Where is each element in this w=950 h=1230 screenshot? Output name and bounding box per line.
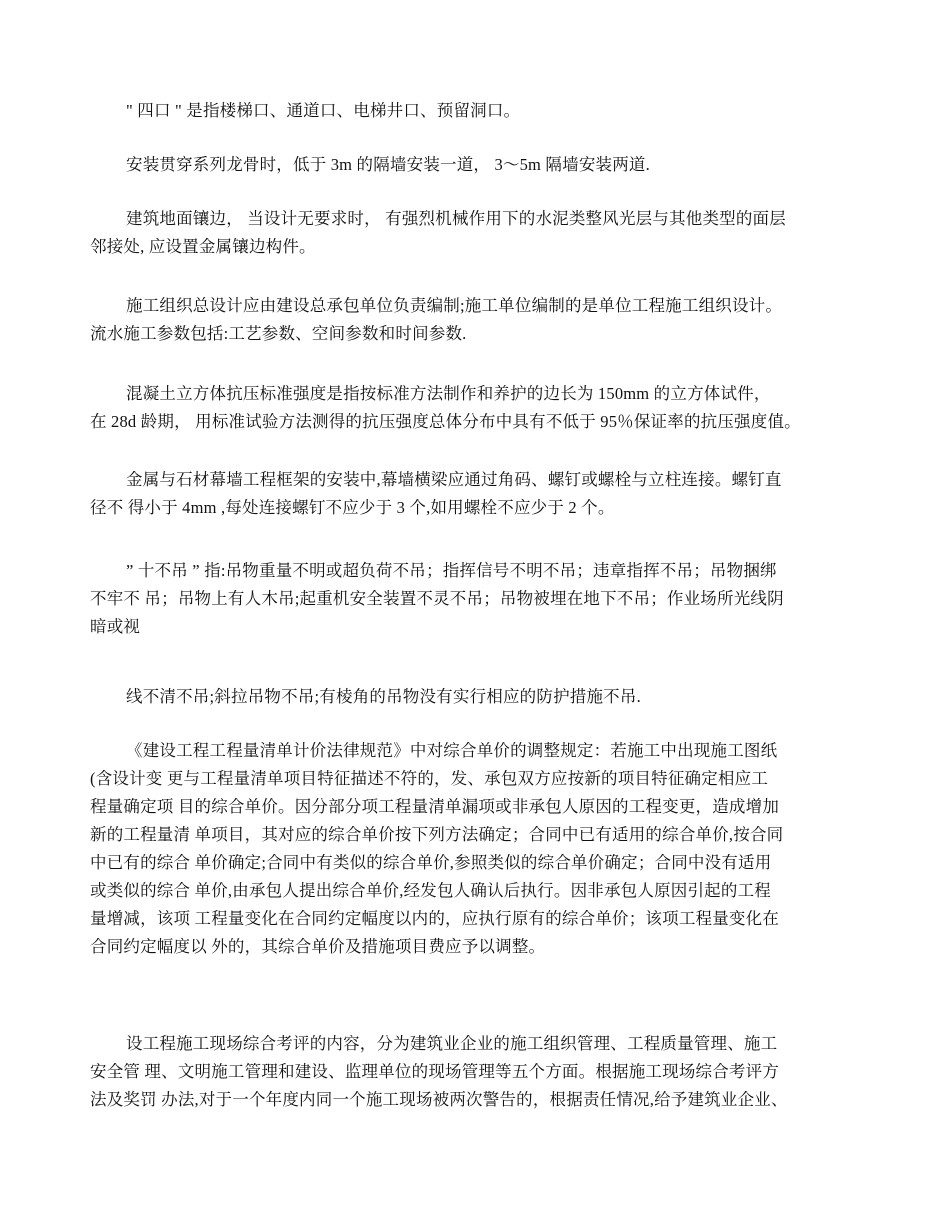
text-line: 不牢不 吊；吊物上有人木吊;起重机安全装置不灵不吊；吊物被埋在地下不吊；作业场所光线阴 <box>90 589 784 608</box>
text-line: 暗或视 <box>90 617 141 636</box>
text-line: 或类似的综合 单价,由承包人提出综合单价,经发包人确认后执行。因非承包人原因引起的工程 <box>90 881 771 900</box>
paragraph-unit-price-adjustment <box>90 737 880 961</box>
paragraph-concrete-strength <box>90 380 880 436</box>
text-line: 金属与石材幕墙工程框架的安装中,幕墙横梁应通过角码、螺钉或螺栓与立柱连接。螺钉直 <box>126 470 782 489</box>
paragraph-ten-no-lift-continued <box>90 683 880 711</box>
text-line: 合同约定幅度以 外的，其综合单价及措施项目费应予以调整。 <box>90 937 546 956</box>
text-line: 安装贯穿系列龙骨时，低于 3m 的隔墙安装一道， 3～5m 隔墙安装两道. <box>126 155 650 174</box>
text-line: 邻接处, 应设置金属镶边构件。 <box>90 237 316 256</box>
paragraph-curtain-wall <box>90 466 880 522</box>
paragraph-keel-installation <box>90 151 880 179</box>
text-line: 量增减，该项 工程量变化在合同约定幅度以内的，应执行原有的综合单价；该项工程量变化在 <box>90 909 780 928</box>
text-line: 线不清不吊;斜拉吊物不吊;有棱角的吊物没有实行相应的防护措施不吊. <box>126 687 641 706</box>
text-line: (含设计变 更与工程量清单项目特征描述不符的，发、承包双方应按新的项目特征确定相应工 <box>90 769 769 788</box>
text-line: 设工程施工现场综合考评的内容，分为建筑业企业的施工组织管理、工程质量管理、施工 <box>126 1034 778 1053</box>
text-line: 混凝土立方体抗压标准强度是指按标准方法制作和养护的边长为 150mm 的立方体试件， <box>126 384 771 403</box>
text-line: 法及奖罚 办法,对于一个年度内同一个施工现场被两次警告的，根据责任情况,给予建筑业企业、 <box>90 1090 788 1109</box>
text-line: 新的工程量清 单项目，其对应的综合单价按下列方法确定；合同中已有适用的综合单价,按合同 <box>90 825 784 844</box>
paragraph-site-evaluation <box>90 1030 880 1114</box>
paragraph-construction-organization <box>90 292 880 348</box>
text-line: ” 十不吊 ” 指:吊物重量不明或超负荷不吊；指挥信号不明不吊；违章指挥不吊；吊物捆绑 <box>126 561 777 580</box>
text-line: 在 28d 龄期， 用标准试验方法测得的抗压强度总体分布中具有不低于 95％保证率的抗压强度值。 <box>90 412 801 431</box>
text-line: 《建设工程工程量清单计价法律规范》中对综合单价的调整规定：若施工中出现施工图纸 <box>126 741 778 760</box>
text-line: 建筑地面镶边， 当设计无要求时， 有强烈机械作用下的水泥类整风光层与其他类型的面层 <box>126 209 786 228</box>
paragraph-ten-no-lift <box>90 557 880 641</box>
text-line: " 四口 " 是指楼梯口、通道口、电梯井口、预留洞口。 <box>126 101 521 120</box>
text-line: 流水施工参数包括:工艺参数、空间参数和时间参数. <box>90 324 467 343</box>
paragraph-floor-edging <box>90 205 880 261</box>
text-line: 安全管 理、文明施工管理和建设、监理单位的现场管理等五个方面。根据施工现场综合考评方 <box>90 1062 780 1081</box>
paragraph-four-openings <box>90 97 880 125</box>
text-line: 施工组织总设计应由建设总承包单位负责编制;施工单位编制的是单位工程施工组织设计。 <box>126 296 783 315</box>
text-line: 中已有的综合 单价确定;合同中有类似的综合单价,参照类似的综合单价确定；合同中没有适用 <box>90 853 772 872</box>
text-line: 径不 得小于 4mm ,每处连接螺钉不应少于 3 个,如用螺栓不应少于 2 个。 <box>90 498 615 517</box>
text-line: 程量确定项 目的综合单价。因分部分项工程量清单漏项或非承包人原因的工程变更，造成增加 <box>90 797 780 816</box>
